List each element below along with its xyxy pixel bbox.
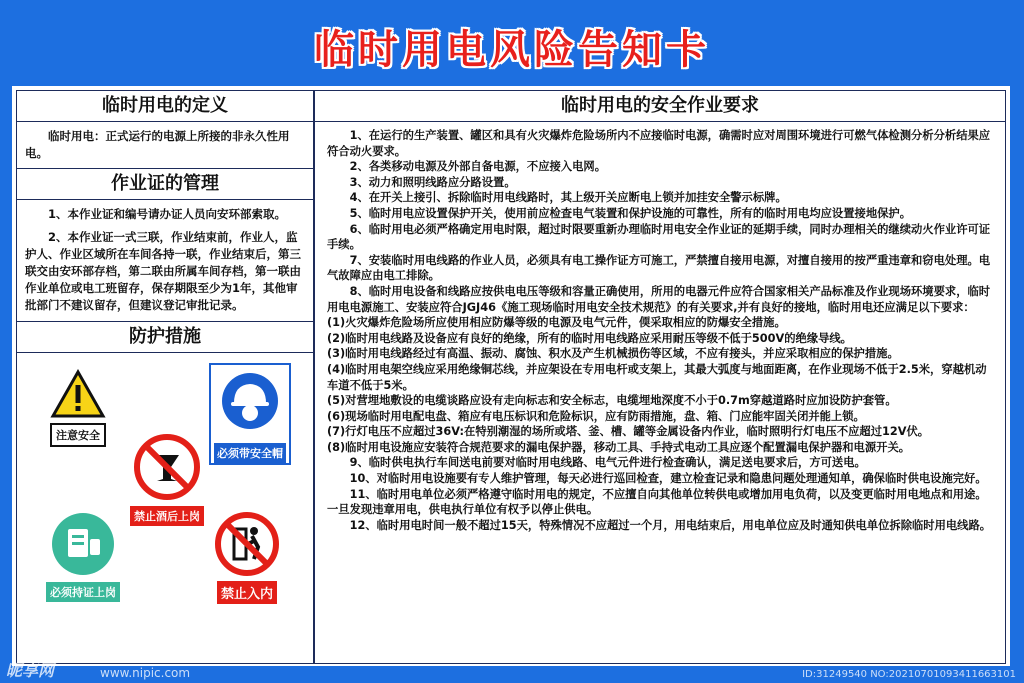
watermark-logo: 昵享网 — [6, 661, 55, 680]
safety-signs — [17, 353, 313, 603]
certificate-icon — [50, 511, 116, 577]
watermark — [0, 663, 1024, 683]
requirement-item: 9、临时供电执行车间送电前要对临时用电线路、电气元件进行检查确认，满足送电要求后，方可送电。 — [349, 456, 866, 470]
no-entry-label: 禁止入内 — [217, 581, 277, 604]
watermark-id: ID:31249540 NO:20210701093411663101 — [802, 669, 1016, 680]
requirement-subitem: (7)行灯电压不应超过36V:在特别潮湿的场所或塔、釜、槽、罐等金属设备内作业，临时照明行灯电压不应超过12V伏。 — [327, 425, 930, 439]
requirement-item: 5、临时用电应设置保护开关，使用前应检查电气装置和保护设施的可靠性，所有的临时用电均应设置接地保护。 — [349, 206, 912, 220]
certificate-label: 必须持证上岗 — [46, 582, 120, 602]
requirement-item: 12、临时用电时间一般不超过15天，特殊情况不应超过一个月，用电结束后，用电单位应及时通知供电单位拆除临时用电线路。 — [349, 518, 992, 532]
requirement-subitem: (1)火灾爆炸危险场所应使用相应防爆等级的电源及电气元件，偄采取相应的防爆安全措施。 — [327, 316, 786, 330]
permit-item: 2、本作业证一式三联，作业结束前，作业人，监护人、作业区域所在车间各持一联，作业结束后，第三联交由安环部存档，第二联由所属车间存档，第一联由作业单位或电工班留存，保存期限至少为1年，其他审批部门不建议留存，但建议登记审批记录。 — [25, 230, 301, 312]
definition-text: 临时用电：正式运行的电源上所接的非永久性用电。 — [25, 129, 290, 160]
caution-label: 注意安全 — [50, 423, 106, 447]
helmet-label: 必须带安全帽 — [214, 443, 286, 463]
requirement-item: 7、安装临时用电线路的作业人员，必须具有电工操作证方可施工，严禁擅自接用电源，对擅自接用的按严重违章和窃电处理。电气故障应由电工排除。 — [327, 253, 991, 283]
title-banner — [0, 0, 1024, 86]
no-alcohol-sign — [127, 433, 207, 526]
requirement-subitem: (6)现场临时用电配电盘、箱应有电压标识和危险标识，应有防雨措施，盘、箱、门应能牢固关闭并能上锁。 — [327, 409, 865, 423]
requirement-subitem: (4)临时用电架空线应采用绝缘铜芯线，并应架设在专用电杆或支架上，其最大弧度与地面距离，在作业现场不低于2.5米，穿越机动车道不低于5米。 — [327, 362, 987, 392]
permit-heading: 作业证的管理 — [17, 168, 313, 200]
certificate-sign — [41, 511, 125, 602]
requirement-subitem: (3)临时用电线路经过有高温、振动、腐蚀、积水及产生机械损伤等区域，不应有接头，并应采取相应的保护措施。 — [327, 347, 899, 361]
requirement-item: 10、对临时用电设施要有专人维护管理，每天必进行巡回检查，建立检查记录和隐患问题处理通知单，确保临时供电设施完好。 — [349, 472, 987, 486]
right-column — [314, 90, 1006, 664]
requirement-item: 11、临时用电单位必须严格遵守临时用电的规定，不应擅自向其他单位转供电或增加用电负荷，以及变更临时用电地点和用途。一旦发现违章用电，供电执行单位有权予以停止供电。 — [327, 487, 987, 517]
page-title: 临时用电风险告知卡 — [314, 27, 710, 73]
requirement-item: 1、在运行的生产装置、罐区和具有火灾爆炸危险场所内不应接临时电源，确需时应对周围环境进行可燃气体检测分析分析结果应符合动火要求。 — [327, 129, 991, 158]
caution-sign — [45, 369, 111, 447]
requirement-item: 2、各类移动电源及外部自备电源，不应接入电网。 — [349, 160, 606, 174]
no-alcohol-label: 禁止酒后上岗 — [130, 506, 204, 526]
no-entry-sign — [207, 511, 287, 604]
requirement-subitem: (8)临时用电设施应安装符合规范要求的漏电保护器，移动工具、手持式电动工具应逐个配置漏电保护器和电源开关。 — [327, 440, 911, 454]
helmet-icon — [220, 371, 280, 431]
requirement-subitem: (2)临时用电线路及设备应有良好的绝缘，所有的临时用电线路应采用耐压等级不低于500V的绝缘导线。 — [327, 331, 852, 345]
watermark-url: www.nipic.com — [100, 666, 191, 680]
definition-heading: 临时用电的定义 — [17, 91, 313, 122]
left-column — [16, 90, 314, 664]
helmet-sign — [209, 363, 289, 465]
protection-heading: 防护措施 — [17, 321, 313, 353]
requirement-item: 3、动力和照明线路应分路设置。 — [349, 175, 516, 189]
requirement-item: 6、临时用电必须严格确定用电时限，超过时限要重新办理临时用电安全作业证的延期手续，同时办理相关的继续动火作业许可证手续。 — [327, 222, 991, 252]
requirement-item: 4、在开关上接引、拆除临时用电线路时，其上级开关应断电上锁并加挂安全警示标牌。 — [349, 191, 787, 205]
requirement-subitem: (5)对营埋地敷设的电缆谈路应设有走向标志和安全标志，电缆埋地深度不小于0.7m穿越道路时应加设防护套管。 — [327, 394, 897, 408]
no-entry-icon — [214, 511, 280, 577]
warning-triangle-icon — [50, 369, 106, 419]
no-alcohol-icon — [133, 433, 201, 501]
notice-card — [12, 86, 1010, 666]
requirements-heading: 临时用电的安全作业要求 — [315, 91, 1005, 122]
requirement-item: 8、临时用电设备和线路应按供电电压等级和容量正确使用，所用的电器元件应符合国家相关产品标准及作业现场环境要求，临时用电电源施工、安装应符合JGJ46《施工现场临时用电安全技术规范》的有关要求,并有良好的接地，临时用电还应满足以下要求： — [327, 284, 991, 314]
requirements-body — [315, 122, 1005, 533]
permit-item: 1、本作业证和编号请办证人员向安环部索取。 — [48, 207, 286, 221]
